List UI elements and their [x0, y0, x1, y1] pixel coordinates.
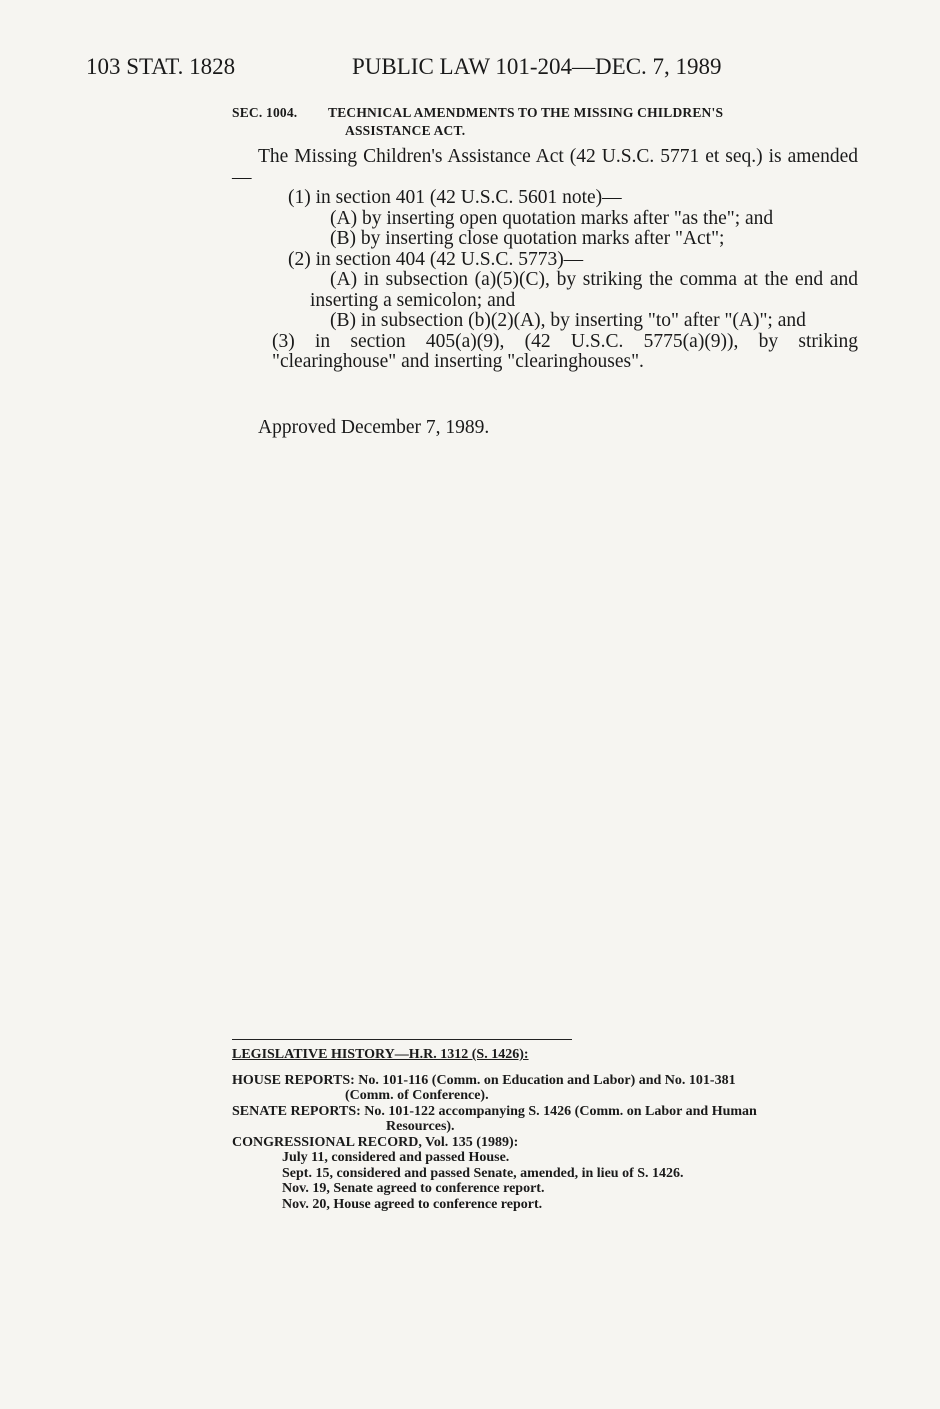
section-title-line-2: ASSISTANCE ACT. [345, 123, 466, 138]
senate-reports: SENATE REPORTS: No. 101-122 accompanying S. 1426 (Comm. on Labor and Human [232, 1103, 757, 1119]
history-event: Nov. 19, Senate agreed to conference report. [282, 1181, 545, 1196]
item-1b: (B) by inserting close quotation marks after "Act"; [330, 228, 725, 249]
page-header [86, 54, 786, 84]
history-event: Sept. 15, considered and passed Senate, amended, in lieu of S. 1426. [282, 1165, 684, 1181]
intro-paragraph: The Missing Children's Assistance Act (42 U.S.C. 5771 et seq.) is amended— [232, 146, 858, 188]
house-reports: HOUSE REPORTS: No. 101-116 (Comm. on Education and Labor) and No. 101-381 [232, 1072, 736, 1088]
section-heading [232, 104, 858, 140]
item-2b: (B) in subsection (b)(2)(A), by inserting "to" after "(A)"; and [330, 310, 806, 331]
item-1a: (A) by inserting open quotation marks after "as the"; and [330, 207, 774, 229]
item-3: (3) in section 405(a)(9), (42 U.S.C. 5775(a)(9)), by striking "clearinghouse" and inserting "clearinghouses". [272, 330, 858, 372]
public-law-title: PUBLIC LAW 101-204—DEC. 7, 1989 [352, 54, 722, 79]
section-heading-line-1 [232, 104, 858, 122]
item-2: (2) in section 404 (42 U.S.C. 5773)— [288, 248, 584, 270]
item-2a: (A) in subsection (a)(5)(C), by striking the comma at the end and inserting a semicolon; and [310, 269, 858, 311]
history-event: July 11, considered and passed House. [282, 1150, 510, 1165]
section-title-line-1: TECHNICAL AMENDMENTS TO THE MISSING CHILDREN'S [328, 105, 724, 120]
legislative-history [232, 1047, 862, 1212]
legislative-history-title: LEGISLATIVE HISTORY—H.R. 1312 (S. 1426): [232, 1047, 529, 1062]
house-reports-continued: (Comm. of Conference). [345, 1088, 489, 1103]
statute-page-number: 103 STAT. 1828 [86, 54, 236, 79]
footnote-divider [232, 1039, 572, 1040]
section-label: SEC. 1004. [232, 105, 298, 120]
senate-reports-continued: Resources). [386, 1119, 455, 1134]
history-event: Nov. 20, House agreed to conference report. [282, 1196, 543, 1212]
approval-date: Approved December 7, 1989. [258, 417, 490, 438]
item-1: (1) in section 401 (42 U.S.C. 5601 note)— [288, 187, 622, 208]
section-body [232, 147, 858, 373]
congressional-record: CONGRESSIONAL RECORD, Vol. 135 (1989): [232, 1134, 519, 1150]
